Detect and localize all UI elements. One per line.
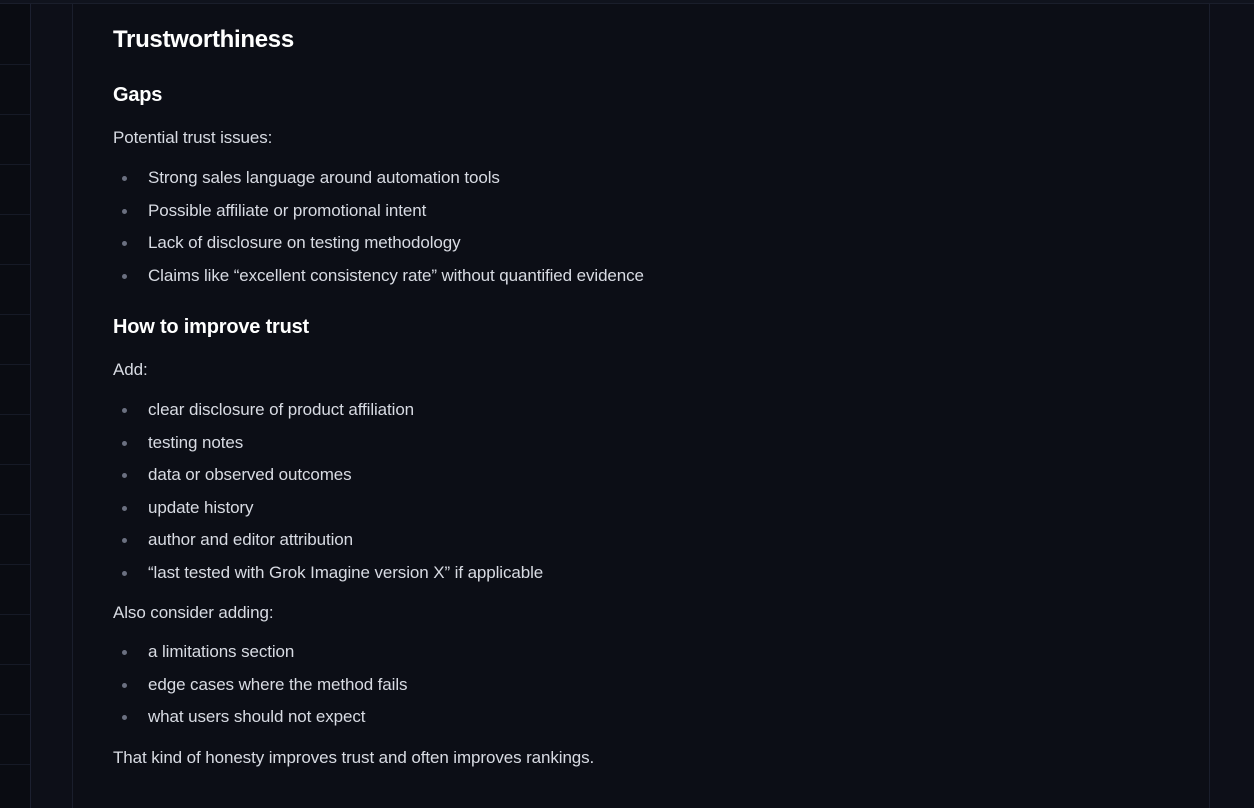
bullet-dot-icon (122, 274, 127, 279)
list-item: Claims like “excellent consistency rate” without quantified evidence (113, 260, 644, 293)
left-sidebar-rail (0, 4, 31, 808)
list-item: Possible affiliate or promotional intent (113, 195, 644, 228)
list-item: data or observed outcomes (113, 459, 543, 492)
bullet-dot-icon (122, 473, 127, 478)
list-item: Strong sales language around automation tools (113, 162, 644, 195)
section-title: Trustworthiness (113, 26, 294, 53)
bullet-dot-icon (122, 241, 127, 246)
list-item: Lack of disclosure on testing methodology (113, 227, 644, 260)
bullet-dot-icon (122, 683, 127, 688)
improve-list (113, 394, 543, 589)
list-item: what users should not expect (113, 701, 407, 734)
bullet-dot-icon (122, 506, 127, 511)
closing-paragraph: That kind of honesty improves trust and often improves rankings. (113, 748, 595, 767)
right-gutter (1209, 4, 1254, 808)
list-item: edge cases where the method fails (113, 669, 407, 702)
list-item: “last tested with Grok Imagine version X” if applicable (113, 557, 543, 590)
bullet-dot-icon (122, 209, 127, 214)
also-consider-list (113, 636, 407, 734)
also-consider-intro: Also consider adding: (113, 603, 274, 622)
top-border (0, 0, 1254, 4)
bullet-dot-icon (122, 715, 127, 720)
bullet-dot-icon (122, 571, 127, 576)
bullet-dot-icon (122, 176, 127, 181)
improve-heading: How to improve trust (113, 316, 310, 338)
bullet-dot-icon (122, 650, 127, 655)
list-item: author and editor attribution (113, 524, 543, 557)
improve-intro: Add: (113, 360, 148, 379)
left-gutter (31, 4, 73, 808)
gaps-intro: Potential trust issues: (113, 128, 273, 147)
list-item: update history (113, 492, 543, 525)
bullet-dot-icon (122, 408, 127, 413)
list-item: clear disclosure of product affiliation (113, 394, 543, 427)
bullet-dot-icon (122, 538, 127, 543)
bullet-dot-icon (122, 441, 127, 446)
gaps-heading: Gaps (113, 84, 163, 106)
list-item: a limitations section (113, 636, 407, 669)
list-item: testing notes (113, 427, 543, 460)
gaps-list (113, 162, 644, 292)
